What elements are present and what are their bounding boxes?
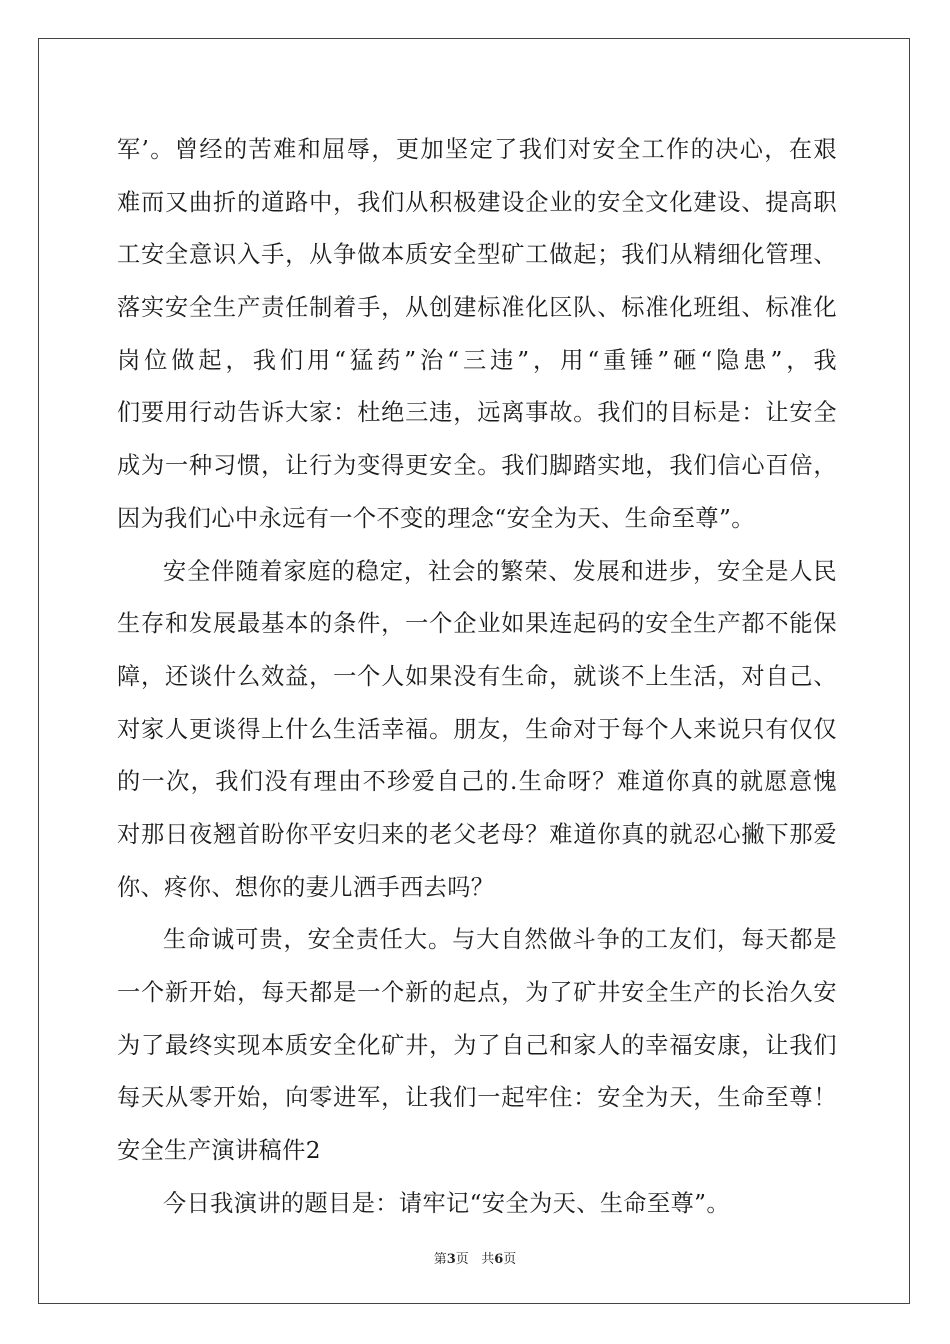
text-line: 你、疼你、想你的妻儿洒手西去吗？ [117,873,495,901]
document-body [117,124,837,1230]
page-suffix: 页 [455,1252,469,1267]
text-line: 落实安全生产责任制着手，从创建标准化区队、标准化班组、标准化 [117,294,837,322]
page-prefix: 第 [433,1252,447,1267]
text-line: 每天从零开始，向零进军，让我们一起牢住：安全为天，生命至尊！ [117,1084,837,1112]
text-line: 为了最终实现本质安全化矿井，为了自己和家人的幸福安康，让我们 [117,1031,837,1059]
text-line: 工安全意识入手，从争做本质安全型矿工做起；我们从精细化管理、 [117,241,837,269]
paragraph-start-line: 生命诚可贵，安全责任大。与大自然做斗争的工友们，每天都是 [163,926,837,954]
section-heading: 安全生产演讲稿件2 [117,1137,321,1165]
text-line: 对那日夜翘首盼你平安归来的老父老母？难道你真的就忍心撇下那爱 [117,820,837,848]
page-number: 3 [446,1252,456,1267]
page-footer [0,1248,950,1267]
paragraph-start-line: 今日我演讲的题目是：请牢记“安全为天、生命至尊”。 [163,1189,731,1217]
text-line: 岗位做起，我们用“猛药”治“三违”，用“重锤”砸“隐患”，我 [117,346,837,374]
text-line: 生存和发展最基本的条件，一个企业如果连起码的安全生产都不能保 [117,610,837,638]
text-line: 对家人更谈得上什么生活幸福。朋友，生命对于每个人来说只有仅仅 [117,715,837,743]
total-suffix: 页 [503,1252,517,1267]
paragraph-start-line: 安全伴随着家庭的稳定，社会的繁荣、发展和进步，安全是人民 [163,557,837,585]
text-line: 障，还谈什么效益，一个人如果没有生命，就谈不上生活，对自己、 [117,662,837,690]
text-line: 难而又曲折的道路中，我们从积极建设企业的安全文化建设、提高职 [117,188,837,216]
text-line: 的一次，我们没有理由不珍爱自己的.生命呀？难道你真的就愿意愧 [117,768,837,796]
text-line: 因为我们心中永远有一个不变的理念“安全为天、生命至尊”。 [117,504,755,532]
text-line: 成为一种习惯，让行为变得更安全。我们脚踏实地，我们信心百倍， [117,452,837,480]
text-line: 们要用行动告诉大家：杜绝三违，远离事故。我们的目标是：让安全 [117,399,837,427]
total-prefix: 共 [481,1252,495,1267]
total-pages: 6 [494,1252,504,1267]
text-line: 军’。曾经的苦难和屈辱，更加坚定了我们对安全工作的决心，在艰 [117,136,837,163]
text-line: 一个新开始，每天都是一个新的起点，为了矿井安全生产的长治久安 [117,979,837,1006]
